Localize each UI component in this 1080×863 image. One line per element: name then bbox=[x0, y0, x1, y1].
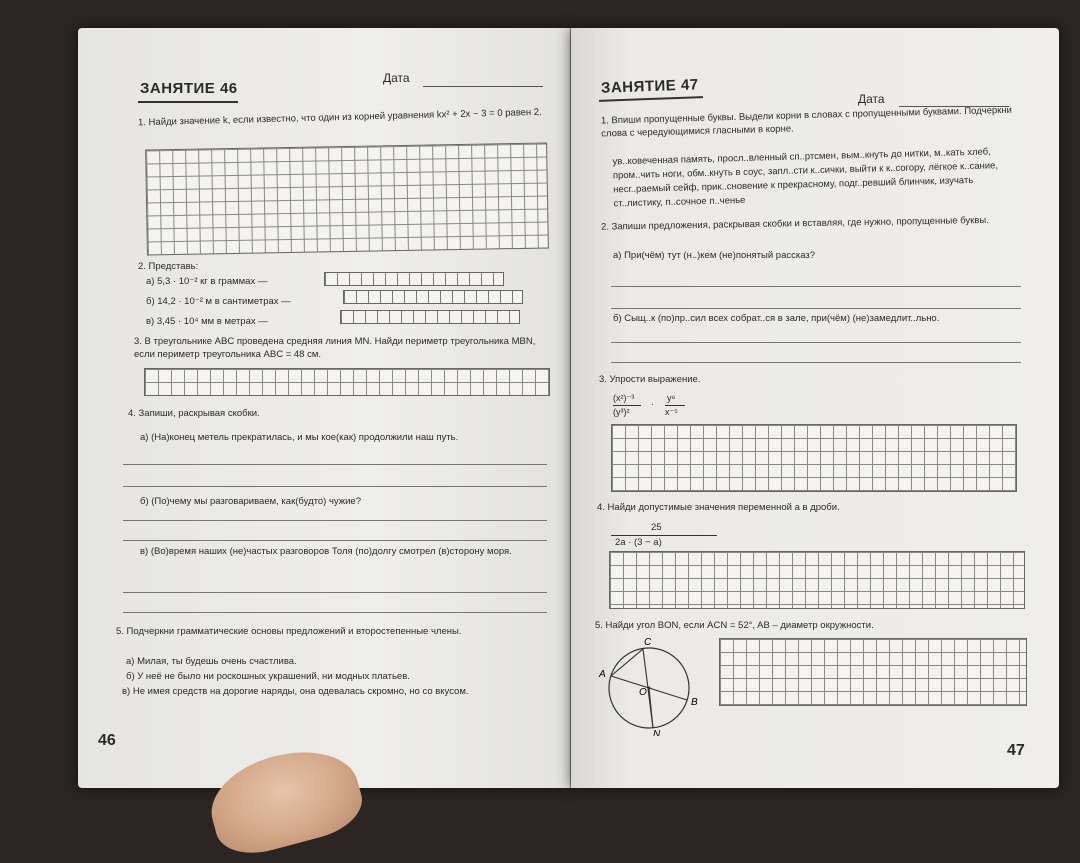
answer-line[interactable] bbox=[123, 540, 547, 541]
answer-line[interactable] bbox=[611, 342, 1021, 343]
task-3-title: 3. Упрости выражение. bbox=[599, 374, 701, 385]
answer-line[interactable] bbox=[611, 362, 1021, 363]
task-3-dot: · bbox=[651, 399, 655, 410]
task-5-title: 5. Подчеркни грамматические основы предложений и второстепенные члены. bbox=[116, 626, 462, 637]
task-3-den2: x⁻⁵ bbox=[665, 407, 678, 417]
center-point bbox=[648, 687, 651, 690]
answer-grid-3[interactable] bbox=[611, 424, 1017, 492]
task-4-den: 2a · (3 − a) bbox=[615, 537, 662, 548]
task-2-title: 2. Запиши предложения, раскрывая скобки и вставляя, где нужно, пропущенные буквы. bbox=[600, 214, 989, 233]
task-1-body: ув..ковеченная память, просл..вленный сп..ртсмен, вым..кнуть до нитки, м..кать хлеб, пром..чить ноги, обм..кнуть в соус, запл..сти к..сички, выйти к к..согору, лёгкое к..сание, несг..раемый сейф, прик..сновение к прекрасному, подг..ревший блинчик, изучать ст..листику, п..сочное п..ченье bbox=[612, 146, 999, 210]
label-o: O bbox=[639, 687, 647, 698]
label-b: B bbox=[691, 697, 698, 708]
date-line bbox=[423, 86, 543, 87]
answer-line[interactable] bbox=[123, 486, 547, 487]
task-5-title: 5. Найди угол BON, если ACN = 52°, AB – диаметр окружности. bbox=[595, 620, 874, 631]
right-page bbox=[571, 28, 1059, 788]
radius-on bbox=[649, 688, 653, 728]
lesson-title-47: ЗАНЯТИЕ 47 bbox=[600, 76, 699, 97]
task-4a: а) (На)конец метель прекратилась, и мы кое(как) продолжили наш путь. bbox=[140, 432, 459, 443]
answer-line[interactable] bbox=[123, 612, 547, 613]
answer-line[interactable] bbox=[123, 520, 547, 521]
task-1-title: 1. Впиши пропущенные буквы. Выдели корни в словах с пропущенными буквами. Подчеркни слова с чередующимися гласными в корне. bbox=[600, 104, 1013, 139]
page-number: 46 bbox=[98, 732, 116, 749]
answer-line[interactable] bbox=[611, 286, 1021, 287]
task-3-num2: y⁸ bbox=[667, 393, 676, 403]
answer-grid-3[interactable] bbox=[144, 368, 550, 396]
answer-cells-2a[interactable] bbox=[324, 272, 504, 286]
task-3-num1: (x²)⁻³ bbox=[613, 393, 635, 403]
answer-grid-1[interactable] bbox=[145, 143, 549, 256]
task-2b: б) 14,2 · 10⁻² м в сантиметрах — bbox=[146, 296, 291, 307]
circle-diagram bbox=[591, 636, 711, 736]
label-a: A bbox=[599, 669, 606, 680]
task-2b: б) Сыщ..к (по)пр..сил всех собрат..ся в зале, при(чём) (не)замедлит..льно. bbox=[613, 313, 940, 324]
title-underline bbox=[599, 96, 703, 102]
task-4-title: 4. Запиши, раскрывая скобки. bbox=[128, 408, 260, 419]
answer-grid-4[interactable] bbox=[609, 551, 1025, 609]
task-2a: а) 5,3 · 10⁻² кг в граммах — bbox=[146, 276, 268, 287]
task-2c: в) 3,45 · 10⁴ мм в метрах — bbox=[146, 316, 268, 327]
answer-cells-2c[interactable] bbox=[340, 310, 520, 324]
date-label: Дата bbox=[858, 92, 885, 106]
task-3-den1: (y³)² bbox=[613, 407, 630, 417]
task-4-title: 4. Найди допустимые значения переменной a в дроби. bbox=[597, 502, 840, 513]
title-underline bbox=[138, 101, 238, 103]
answer-line[interactable] bbox=[123, 592, 547, 593]
task-1-text: 1. Найди значение k, если известно, что один из корней уравнения kx² + 2x − 3 = 0 равен 2. bbox=[137, 106, 542, 129]
answer-grid-5[interactable] bbox=[719, 638, 1027, 706]
task-4b: б) (По)чему мы разговариваем, как(будто) чужие? bbox=[140, 496, 361, 507]
task-4c: в) (Во)время наших (не)частых разговоров Толя (по)долгу смотрел (в)сторону моря. bbox=[140, 546, 512, 557]
fraction-bar bbox=[611, 535, 717, 536]
task-2-title: 2. Представь: bbox=[138, 261, 199, 272]
chord-ca bbox=[611, 649, 643, 676]
date-label: Дата bbox=[383, 71, 410, 85]
task-5b: б) У неё не было ни роскошных украшений, ни модных платьев. bbox=[126, 671, 410, 682]
task-2a: а) При(чём) тут (н..)кем (не)понятый рассказ? bbox=[613, 250, 816, 261]
task-5a: а) Милая, ты будешь очень счастлива. bbox=[126, 656, 297, 667]
task-5c: в) Не имея средств на дорогие наряды, она одевалась скромно, но со вкусом. bbox=[122, 686, 469, 697]
task-4-num: 25 bbox=[651, 522, 662, 533]
answer-line[interactable] bbox=[611, 308, 1021, 309]
page-number: 47 bbox=[1007, 742, 1025, 759]
label-c: C bbox=[644, 637, 652, 648]
left-page bbox=[78, 28, 570, 788]
lesson-title-46: ЗАНЯТИЕ 46 bbox=[140, 80, 238, 97]
answer-cells-2b[interactable] bbox=[343, 290, 523, 304]
label-n: N bbox=[653, 729, 661, 736]
task-3-text: 3. В треугольнике ABC проведена средняя линия MN. Найди периметр треугольника MBN, если периметр треугольника ABC = 48 см. bbox=[134, 336, 536, 360]
answer-line[interactable] bbox=[123, 464, 547, 465]
